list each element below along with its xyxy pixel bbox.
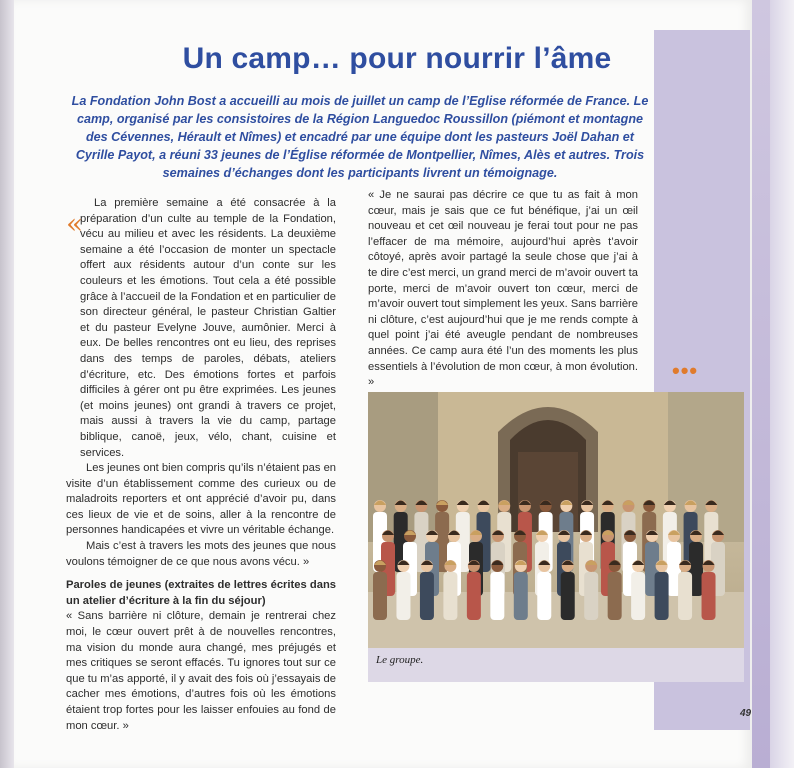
- body-paragraph-1: La première semaine a été consacrée à la préparation d’un culte au temple de la Fondation, vécu au milieu et avec les résidents. La deuxième semaine a été l’occasion de monter un spectacle offert aux résidents autour d’un conte sur les couleurs et les émotions. Tout cela a été possible grâce à l’accueil de la Fondation et en particulier de son directeur général, le pasteur Christian Galtier et du pasteur Evelyne Jouve, aumônier. Merci à eux. De belles rencontres ont eu lieu, des reprises dans des temps de paroles, débats, ateliers d’écriture, etc. Des émotions fortes et parfois difficiles à gérer ont pu être exprimées. Les jeunes (et moins jeunes) ont grandi à travers ce projet, mais aussi à travers la vie du camp, partage biblique, canoë, jeux, vélo, chant, cuisine et services.: [80, 197, 336, 459]
- next-page-edge: [752, 0, 794, 768]
- section-subheading: Paroles de jeunes (extraites de lettres écrites dans un atelier d’écriture à la fin du séjour): [66, 579, 336, 607]
- body-paragraph-3: Mais c’est à travers les mots des jeunes que nous voulons témoigner de ce que nous avons vécu. »: [66, 540, 336, 568]
- person-body: [396, 572, 410, 620]
- person-body: [490, 572, 504, 620]
- person-body: [561, 572, 575, 620]
- person-body: [420, 572, 434, 620]
- person-body: [443, 572, 457, 620]
- person-body: [467, 572, 481, 620]
- photo-caption: Le groupe.: [376, 654, 424, 666]
- youth-quote-left: « Sans barrière ni clôture, demain je rentrerai chez moi, le cœur ouvert prêt à de nouvelles rencontres, ma vision du monde aura changé, mes préjugés et mes critiques se seront effacés. Tu ignores tout sur ce que tu m’as apporté, il y avait des fois où j’essayais de cacher mes émotions, d’autres fois où les émotions étaient trop fortes pour les laisser enfouies au fond de mon cœur. »: [66, 610, 336, 732]
- group-photo: [368, 392, 744, 648]
- left-column: [66, 196, 336, 734]
- person-body: [655, 572, 669, 620]
- page-edge-shadow: [770, 0, 794, 768]
- person-body: [702, 572, 716, 620]
- person-body: [373, 572, 387, 620]
- group-photo-illustration: [368, 392, 744, 648]
- article-title: Un camp… pour nourrir l’âme: [182, 42, 612, 75]
- person-body: [631, 572, 645, 620]
- body-paragraph-2: Les jeunes ont bien compris qu’ils n’étaient pas en visite d’un établissement comme des curieux ou de maladroits reporters et ont apprécié d’avoir pu, dans ces lieux de vie et de soins, aller à la rencontre de personnes handicapées et vivre un véritable échange.: [66, 462, 337, 537]
- page-number: 49: [740, 708, 752, 719]
- ellipsis-ornament: •••: [672, 358, 699, 383]
- person-body: [514, 572, 528, 620]
- opening-quote-mark: «: [66, 207, 84, 240]
- group-photo-frame: [368, 392, 744, 682]
- person-body: [678, 572, 692, 620]
- person-body: [584, 572, 598, 620]
- person-body: [537, 572, 551, 620]
- youth-quote-right: « Je ne saurai pas décrire ce que tu as fait à mon cœur, mais je sais que ce fut bénéfique, j’ai un œil nouveau et cet œil nouveau je ferai tout pour ne pas l’effacer de ma mémoire, aujourd’hui après t’avoir côtoyé, après avoir partagé la seule chose que j’ai à te dire c’est merci, un grand merci de m’avoir ouvert ta porte, merci de m’avoir ouvert ton cœur, merci de m’avoir ouvert tout simplement les yeux. Sans barrière ni clôture, c’est aujourd’hui que je me rends compte à quel point j’ai été aveugle pendant de nombreuses années. Ce camp aura été l’un des moments les plus essentiels à l’évolution de mon cœur, à mon évolution. »: [368, 189, 638, 389]
- right-column: [368, 188, 638, 391]
- article-intro: La Fondation John Bost a accueilli au mois de juillet un camp de l’Eglise réformée de France. Le camp, organisé par les consistoires de la Région Languedoc Roussillon (piémont et montagne des Cévennes, Hérault et Nîmes) et encadré par une équipe dont les pasteurs Joël Dahan et Cyrille Payot, a réuni 33 jeunes de l’Église réformée de Montpellier, Nîmes, Alès et autres. Trois semaines d’échanges dont les participants livrent un témoignage.: [71, 94, 649, 180]
- person-body: [608, 572, 622, 620]
